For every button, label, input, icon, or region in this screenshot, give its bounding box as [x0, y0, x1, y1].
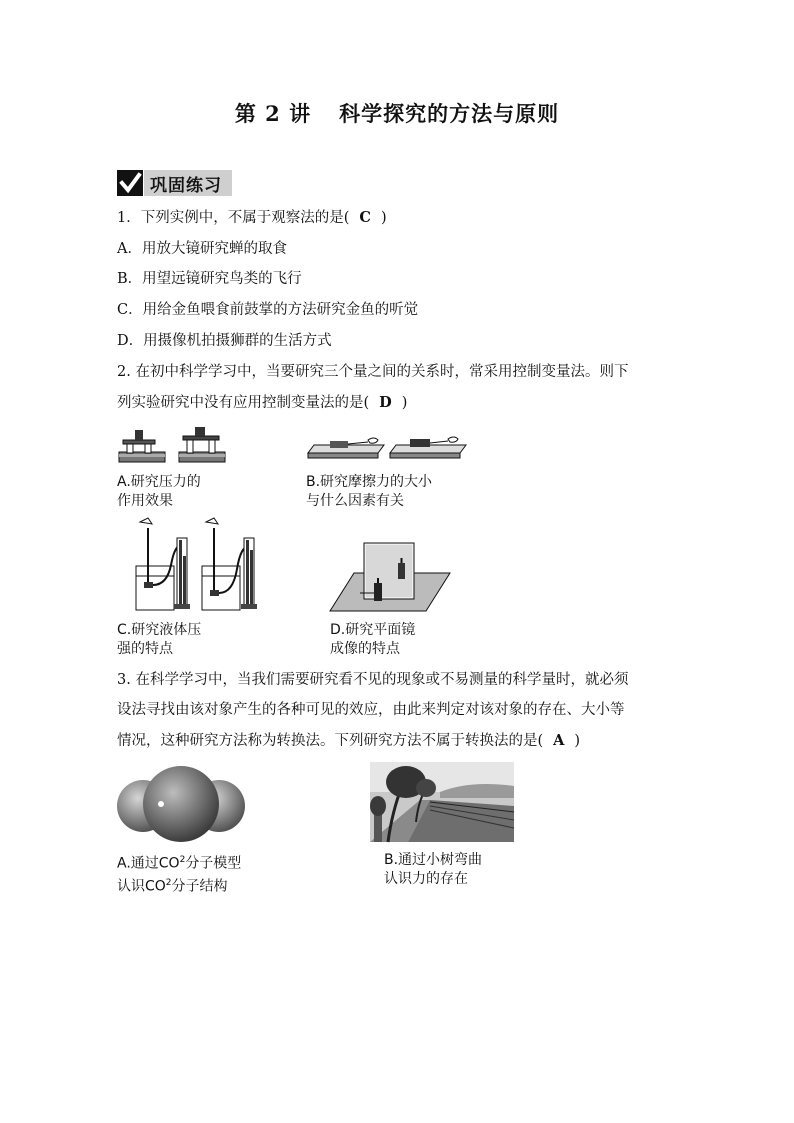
bending-tree-photo — [370, 762, 514, 842]
q3-stem-line2: 设法寻找由该对象产生的各种可见的效应，由此来判定对该对象的存在、大小等 — [117, 702, 625, 718]
lesson-number: 第 2 讲 — [234, 101, 312, 126]
q2-caption-a: A.研究压力的 作用效果 — [117, 474, 201, 509]
q1-option-b: B．用望远镜研究鸟类的飞行 — [117, 271, 302, 287]
plane-mirror-figure — [330, 541, 452, 613]
q1-option-c: C．用给金鱼喂食前鼓掌的方法研究金鱼的听觉 — [117, 302, 419, 318]
q1-stem: 1．下列实例中，不属于观察法的是( C ) — [117, 209, 387, 226]
q2-caption-c: C.研究液体压 强的特点 — [117, 622, 202, 657]
q3-stem-line3: 情况，这种研究方法称为转换法。下列研究方法不属于转换法的是( A ) — [117, 732, 581, 749]
q1-option-a: A．用放大镜研究蝉的取食 — [117, 241, 287, 257]
q2-caption-d: D.研究平面镜 成像的特点 — [330, 622, 416, 657]
co2-molecule-model-figure — [117, 764, 245, 846]
q2-stem-line1: 2. 在初中科学学习中，当要研究三个量之间的关系时，常采用控制变量法。则下 — [117, 364, 629, 380]
pressure-experiment-figure — [117, 426, 227, 466]
q2-answer: D — [379, 394, 392, 411]
q3-stem-line1: 3. 在科学学习中，当我们需要研究看不见的现象或不易测量的科学量时，就必须 — [117, 672, 629, 688]
q3-caption-b: B.通过小树弯曲 认识力的存在 — [384, 852, 483, 887]
friction-experiment-figure — [306, 431, 466, 467]
section-banner — [117, 170, 232, 196]
section-label: 巩固练习 — [143, 170, 232, 196]
page-title — [0, 98, 794, 128]
q3-caption-a: A.通过$CO^2$分子模型 认识$CO^2$分子结构 — [117, 855, 242, 895]
q1-answer: C — [359, 209, 371, 226]
lesson-name: 科学探究的方法与原则 — [339, 101, 560, 126]
q3-answer: A — [553, 732, 565, 749]
liquid-pressure-figure — [120, 516, 272, 612]
q2-stem-line2: 列实验研究中没有应用控制变量法的是( D ) — [117, 394, 408, 411]
q2-caption-b: B.研究摩擦力的大小 与什么因素有关 — [306, 474, 433, 509]
q1-option-d: D．用摄像机拍摄狮群的生活方式 — [117, 333, 332, 349]
checkmark-icon — [117, 170, 143, 196]
